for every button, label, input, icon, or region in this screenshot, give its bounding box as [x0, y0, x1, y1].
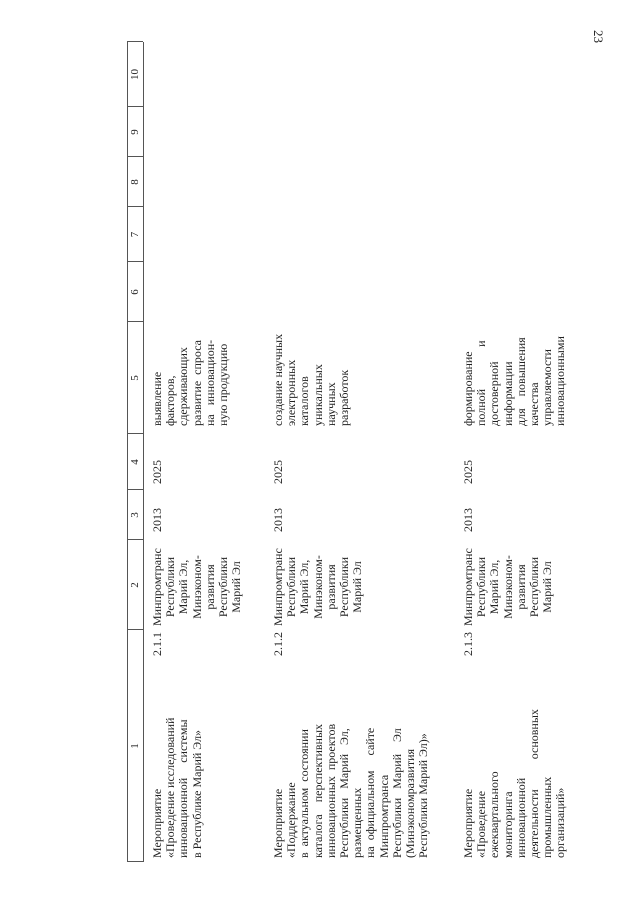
start-year: 2013: [271, 508, 285, 532]
header-col-5: 5: [129, 375, 141, 381]
result-text-line: для повышения: [513, 337, 528, 426]
executor-text-line: Минпромтранс: [271, 548, 285, 626]
result-text-line: сдерживающих: [176, 347, 191, 426]
executor-text-line: Марий Эл,: [297, 559, 312, 615]
result-text-line: полной и: [474, 340, 489, 426]
result-text-line: достоверной: [487, 361, 502, 426]
start-year: 2013: [461, 508, 475, 532]
result-text-line: каталогов: [297, 376, 312, 426]
header-col-1: 1: [129, 743, 141, 749]
responsible-executor: [272, 548, 364, 626]
result-text-line: инновационными: [553, 336, 568, 426]
responsible-executor: [462, 548, 554, 626]
page-number: 23: [591, 30, 606, 43]
program-table: [127, 42, 627, 862]
result-text-line: научных: [323, 382, 338, 426]
result-text-line: качества: [527, 382, 542, 426]
executor-text-line: Республики: [216, 556, 231, 618]
executor-text-line: Марий Эл,: [176, 559, 191, 615]
event-description: [272, 632, 430, 858]
header-col-8: 8: [129, 179, 141, 185]
executor-text-line: Минпромтранс: [150, 548, 164, 626]
executor-text-line: Республики: [527, 556, 542, 618]
executor-text-line: Минэконом-: [500, 555, 515, 619]
end-year: 2025: [461, 460, 475, 484]
executor-text-line: развития: [323, 564, 338, 610]
event-text-line: промышленных: [540, 776, 555, 858]
executor-text-line: развития: [202, 564, 217, 610]
event-number: 2.1.1: [150, 632, 164, 656]
header-col-9: 9: [129, 129, 141, 135]
event-text-line: «Поддержание: [284, 782, 299, 858]
header-col-6: 6: [129, 289, 141, 295]
executor-text-line: Марий Эл: [229, 561, 244, 613]
event-text-line: инновационной: [513, 777, 528, 858]
start-year: 2013: [150, 508, 164, 532]
executor-text-line: Республики: [474, 556, 489, 618]
event-text-line: в актуальном состоянии: [297, 729, 312, 858]
header-col-10: 10: [129, 69, 141, 80]
event-text-line: «Проведение исследований: [163, 717, 178, 858]
event-text-line: в Республике Марий Эл»: [189, 729, 204, 858]
result-text-line: разработок: [337, 369, 352, 426]
result-text-line: выявление: [150, 371, 164, 426]
event-text-line: деятельности основных: [527, 709, 542, 858]
result-text-line: управляемости: [540, 349, 555, 426]
executor-text-line: Республики: [163, 556, 178, 618]
expected-result: [462, 326, 568, 426]
event-text-line: на официальном сайте: [363, 727, 378, 858]
event-text-line: мониторинга: [500, 791, 515, 858]
result-text-line: формирование: [461, 351, 475, 426]
executor-text-line: Марий Эл: [540, 561, 555, 613]
result-text-line: электронных: [284, 359, 299, 426]
result-text-line: ную продукцию: [216, 343, 231, 426]
result-text-line: факторов,: [163, 375, 178, 426]
end-year: 2025: [271, 460, 285, 484]
event-text-line: ежеквартального: [487, 771, 502, 858]
executor-text-line: Минпромтранс: [461, 548, 475, 626]
event-label: Мероприятие: [271, 788, 285, 858]
result-text-line: создание научных: [271, 333, 285, 426]
expected-result: [151, 326, 230, 426]
event-text-line: Республики Марий Эл: [389, 728, 404, 858]
event-label: Мероприятие: [461, 788, 475, 858]
executor-text-line: Республики: [337, 556, 352, 618]
event-text-line: (Минэкономразвития: [403, 748, 418, 858]
event-text-line: «Проведение: [474, 790, 489, 858]
event-text-line: каталога перспективных: [310, 723, 325, 858]
event-text-line: Республики Марий Эл)»: [416, 733, 431, 858]
event-text-line: Республики Марий Эл,: [337, 728, 352, 858]
executor-text-line: Минэконом-: [189, 555, 204, 619]
event-number: 2.1.3: [461, 632, 475, 656]
header-col-3: 3: [129, 512, 141, 518]
event-number: 2.1.2: [271, 632, 285, 656]
executor-text-line: Марий Эл,: [487, 559, 502, 615]
executor-text-line: Марий Эл: [350, 561, 365, 613]
result-text-line: информации: [500, 361, 515, 426]
event-text-line: Минпромтранса: [376, 774, 391, 858]
result-text-line: на инновацион-: [202, 339, 217, 426]
executor-text-line: Республики: [284, 556, 299, 618]
end-year: 2025: [150, 460, 164, 484]
event-text-line: размещенных: [350, 787, 365, 858]
expected-result: [272, 326, 351, 426]
result-text-line: уникальных: [310, 364, 325, 426]
event-text-line: инновационных проектов: [323, 723, 338, 858]
header-col-7: 7: [129, 231, 141, 238]
event-description: [462, 632, 568, 858]
header-col-2: 2: [129, 582, 141, 588]
event-description: [151, 632, 204, 858]
event-text-line: организаций»: [553, 787, 568, 858]
executor-text-line: развития: [513, 564, 528, 610]
event-label: Мероприятие: [150, 788, 164, 858]
result-text-line: развитие спроса: [189, 340, 204, 426]
header-col-4: 4: [129, 459, 141, 465]
event-text-line: инновационной системы: [176, 719, 191, 858]
executor-text-line: Минэконом-: [310, 555, 325, 619]
responsible-executor: [151, 548, 243, 626]
